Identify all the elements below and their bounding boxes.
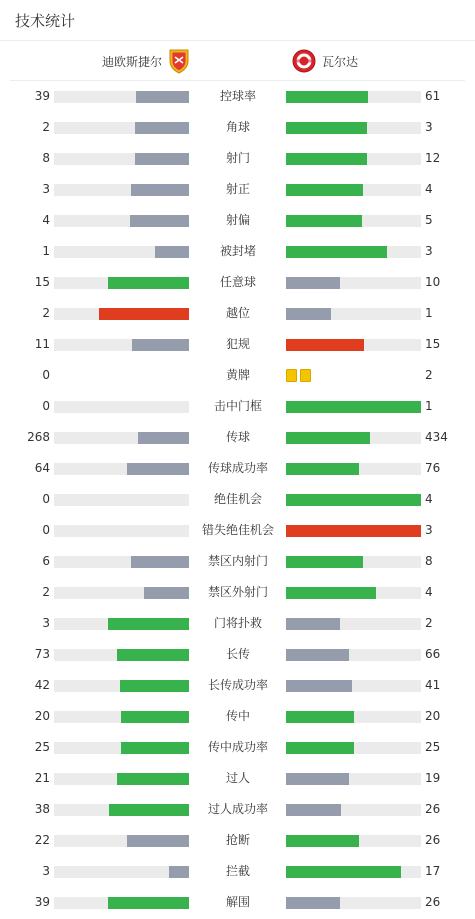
home-stat-bar-fill <box>138 432 189 444</box>
away-stat-bar <box>286 525 421 537</box>
stat-label: 传球成功率 <box>207 461 268 475</box>
away-stat-bar-fill <box>286 835 359 847</box>
home-stat-bar-fill <box>108 277 189 289</box>
home-stat-bar <box>54 401 189 413</box>
away-stat-bar-fill <box>286 649 349 661</box>
home-stat-value: 0 <box>42 492 50 506</box>
stat-label: 抢断 <box>225 833 250 847</box>
away-stat-bar <box>286 494 421 506</box>
home-stat-value: 39 <box>34 89 50 103</box>
home-stat-value: 0 <box>42 523 50 537</box>
home-stat-value: 8 <box>42 151 50 165</box>
home-stat-value: 11 <box>34 337 50 351</box>
away-stat-value: 25 <box>425 740 441 754</box>
home-stat-bar <box>54 494 189 506</box>
stat-label: 犯规 <box>225 337 250 351</box>
away-stat-bar <box>286 804 421 816</box>
home-stat-bar <box>54 804 189 816</box>
home-stat-bar <box>54 308 189 320</box>
stat-row <box>0 856 475 887</box>
home-team[interactable] <box>102 41 191 81</box>
away-stat-value: 10 <box>425 275 441 289</box>
away-stat-bar <box>286 897 421 909</box>
home-team-name: 迪欧斯捷尔 <box>102 54 163 69</box>
away-stat-bar <box>286 835 421 847</box>
yellow-card-icon <box>300 369 311 382</box>
away-stat-bar <box>286 432 421 444</box>
stat-row <box>0 794 475 825</box>
home-stat-bar <box>54 91 189 103</box>
stat-label: 任意球 <box>219 275 256 289</box>
stat-label: 角球 <box>225 120 250 134</box>
home-stat-bar <box>54 339 189 351</box>
home-stat-value: 4 <box>42 213 50 227</box>
away-stat-bar <box>286 401 421 413</box>
away-stat-bar <box>286 556 421 568</box>
away-stat-value: 4 <box>425 492 433 506</box>
home-stat-bar <box>54 773 189 785</box>
away-team-name: 瓦尔达 <box>322 54 359 69</box>
away-stat-bar <box>286 587 421 599</box>
away-stat-value: 76 <box>425 461 441 475</box>
away-stat-value: 1 <box>425 399 433 413</box>
away-stat-bar <box>286 153 421 165</box>
stat-row <box>0 422 475 453</box>
home-stat-value: 2 <box>42 120 50 134</box>
home-stat-value: 38 <box>34 802 50 816</box>
home-stat-bar <box>54 587 189 599</box>
stat-row <box>0 732 475 763</box>
away-stat-value: 26 <box>425 802 441 816</box>
home-stat-bar <box>54 649 189 661</box>
home-stat-value: 268 <box>27 430 50 444</box>
home-stat-bar-fill <box>108 618 189 630</box>
home-stat-bar-fill <box>135 122 189 134</box>
away-stat-bar-fill <box>286 122 367 134</box>
away-stat-bar <box>286 773 421 785</box>
stat-row <box>0 577 475 608</box>
away-stat-bar-fill <box>286 463 359 475</box>
stat-label: 过人成功率 <box>207 802 268 816</box>
away-stat-bar <box>286 339 421 351</box>
home-stat-bar <box>54 432 189 444</box>
home-stat-value: 2 <box>42 306 50 320</box>
stat-label: 击中门框 <box>213 399 262 413</box>
stats-list <box>0 81 475 918</box>
home-stat-value: 20 <box>34 709 50 723</box>
home-stat-bar-fill <box>131 184 189 196</box>
stat-label: 传中成功率 <box>207 740 268 754</box>
away-stat-value: 1 <box>425 306 433 320</box>
away-stat-value: 20 <box>425 709 441 723</box>
away-stat-bar-fill <box>286 184 363 196</box>
stat-label: 禁区外射门 <box>207 585 268 599</box>
away-stat-bar-fill <box>286 91 368 103</box>
stat-label: 禁区内射门 <box>207 554 268 568</box>
home-stat-bar <box>54 122 189 134</box>
home-stat-value: 22 <box>34 833 50 847</box>
home-stat-bar <box>54 246 189 258</box>
home-stat-value: 39 <box>34 895 50 909</box>
stat-row <box>0 608 475 639</box>
home-stat-bar-fill <box>121 711 189 723</box>
stat-row <box>0 887 475 918</box>
stat-label: 长传成功率 <box>207 678 268 692</box>
away-stat-value: 19 <box>425 771 441 785</box>
away-stat-bar-fill <box>286 432 370 444</box>
home-stat-bar <box>54 215 189 227</box>
away-stat-value: 15 <box>425 337 441 351</box>
home-stat-value: 0 <box>42 368 50 382</box>
stat-label: 解围 <box>225 895 250 909</box>
away-stat-bar-fill <box>286 494 421 506</box>
home-stat-bar <box>54 835 189 847</box>
home-stat-value: 2 <box>42 585 50 599</box>
home-stat-bar-fill <box>117 649 189 661</box>
stat-label: 绝佳机会 <box>213 492 262 506</box>
home-stat-bar <box>54 277 189 289</box>
stat-row <box>0 360 475 391</box>
stat-label: 被封堵 <box>219 244 256 258</box>
stat-row <box>0 81 475 112</box>
home-stat-bar-fill <box>127 835 189 847</box>
away-stat-bar <box>286 277 421 289</box>
away-stat-value: 3 <box>425 523 433 537</box>
home-stat-value: 6 <box>42 554 50 568</box>
stat-label: 过人 <box>225 771 250 785</box>
away-team[interactable] <box>292 41 358 81</box>
home-stat-bar <box>54 153 189 165</box>
stat-label: 拦截 <box>225 864 250 878</box>
away-stat-bar-fill <box>286 680 352 692</box>
away-stat-value: 66 <box>425 647 441 661</box>
home-stat-bar-fill <box>121 742 189 754</box>
away-stat-bar <box>286 866 421 878</box>
home-stat-value: 0 <box>42 399 50 413</box>
home-stat-bar <box>54 618 189 630</box>
away-stat-bar <box>286 215 421 227</box>
stat-row <box>0 391 475 422</box>
home-stat-bar-fill <box>120 680 189 692</box>
away-stat-value: 26 <box>425 833 441 847</box>
away-stat-bar <box>286 618 421 630</box>
home-stat-bar-fill <box>131 556 189 568</box>
home-stat-bar <box>54 370 189 382</box>
home-stat-bar-fill <box>144 587 189 599</box>
stat-row <box>0 484 475 515</box>
away-stat-value: 4 <box>425 585 433 599</box>
home-stat-bar-fill <box>136 91 189 103</box>
home-stat-value: 25 <box>34 740 50 754</box>
home-stat-value: 15 <box>34 275 50 289</box>
away-stat-bar-fill <box>286 339 364 351</box>
away-stat-bar <box>286 184 421 196</box>
teams-header <box>10 41 465 81</box>
home-stat-value: 42 <box>34 678 50 692</box>
home-stat-value: 3 <box>42 182 50 196</box>
home-stat-bar-fill <box>169 866 189 878</box>
home-stat-bar <box>54 680 189 692</box>
home-stat-value: 21 <box>34 771 50 785</box>
home-stat-bar <box>54 463 189 475</box>
away-stat-value: 434 <box>425 430 448 444</box>
stat-label: 越位 <box>225 306 250 320</box>
away-stat-bar <box>286 742 421 754</box>
away-stat-bar <box>286 711 421 723</box>
away-stat-value: 3 <box>425 120 433 134</box>
away-stat-bar-fill <box>286 804 341 816</box>
stat-row <box>0 763 475 794</box>
away-stat-bar <box>286 91 421 103</box>
home-stat-value: 73 <box>34 647 50 661</box>
away-stat-value: 12 <box>425 151 441 165</box>
away-stat-value: 2 <box>425 368 433 382</box>
home-stat-bar-fill <box>132 339 189 351</box>
home-team-crest-icon <box>167 48 191 74</box>
away-stat-value: 3 <box>425 244 433 258</box>
away-stat-bar-fill <box>286 308 331 320</box>
away-stat-bar-fill <box>286 525 421 537</box>
away-stat-value: 2 <box>425 616 433 630</box>
stat-label: 长传 <box>225 647 250 661</box>
home-stat-bar <box>54 525 189 537</box>
home-stat-bar <box>54 556 189 568</box>
home-stat-bar <box>54 866 189 878</box>
home-stat-bar-fill <box>108 897 189 909</box>
home-stat-bar-fill <box>99 308 189 320</box>
away-stat-bar-fill <box>286 246 387 258</box>
away-stat-bar <box>286 246 421 258</box>
stat-row <box>0 143 475 174</box>
away-stat-value: 8 <box>425 554 433 568</box>
stat-label: 传球 <box>225 430 250 444</box>
away-stat-bar <box>286 122 421 134</box>
away-stat-bar-fill <box>286 711 354 723</box>
stat-row <box>0 298 475 329</box>
away-stat-bar-fill <box>286 773 349 785</box>
stat-label: 射正 <box>225 182 250 196</box>
stat-row <box>0 701 475 732</box>
stat-label: 射偏 <box>225 213 250 227</box>
away-stat-value: 26 <box>425 895 441 909</box>
home-stat-bar-fill <box>155 246 189 258</box>
home-stat-bar <box>54 711 189 723</box>
home-stat-value: 1 <box>42 244 50 258</box>
home-stat-bar <box>54 897 189 909</box>
home-stat-value: 3 <box>42 616 50 630</box>
away-stat-value: 5 <box>425 213 433 227</box>
away-stat-bar <box>286 308 421 320</box>
stat-row <box>0 236 475 267</box>
stat-row <box>0 453 475 484</box>
away-stat-bar-fill <box>286 153 367 165</box>
stat-label: 射门 <box>225 151 250 165</box>
away-stat-bar-fill <box>286 897 340 909</box>
stat-row <box>0 639 475 670</box>
away-stat-bar-fill <box>286 277 340 289</box>
stat-row <box>0 546 475 577</box>
away-stat-bar <box>286 463 421 475</box>
away-team-crest-icon <box>292 48 316 74</box>
home-stat-bar <box>54 184 189 196</box>
away-stat-value: 4 <box>425 182 433 196</box>
away-stat-value: 41 <box>425 678 441 692</box>
home-stat-value: 3 <box>42 864 50 878</box>
home-stat-bar-fill <box>130 215 189 227</box>
home-stat-bar-fill <box>109 804 189 816</box>
home-stat-value: 64 <box>34 461 50 475</box>
stat-label: 传中 <box>225 709 250 723</box>
away-stat-bar-fill <box>286 587 376 599</box>
home-stat-bar-fill <box>127 463 189 475</box>
section-header <box>0 0 475 41</box>
away-stat-value: 17 <box>425 864 441 878</box>
stat-label: 错失绝佳机会 <box>201 523 274 537</box>
away-stat-bar <box>286 649 421 661</box>
home-stat-bar-fill <box>135 153 189 165</box>
yellow-card-icon <box>286 369 297 382</box>
stat-row <box>0 205 475 236</box>
yellow-cards <box>286 369 311 382</box>
away-stat-bar <box>286 680 421 692</box>
away-stat-bar-fill <box>286 401 421 413</box>
away-stat-value: 61 <box>425 89 441 103</box>
away-stat-bar-fill <box>286 215 362 227</box>
stat-row <box>0 670 475 701</box>
stat-row <box>0 825 475 856</box>
stat-label: 黄牌 <box>225 368 250 382</box>
page-title: 技术统计 <box>15 11 76 30</box>
stat-row <box>0 267 475 298</box>
home-stat-bar <box>54 742 189 754</box>
away-stat-bar-fill <box>286 866 401 878</box>
stat-row <box>0 515 475 546</box>
away-stat-bar-fill <box>286 742 354 754</box>
stat-label: 控球率 <box>219 89 256 103</box>
stat-label: 门将扑救 <box>213 616 262 630</box>
stat-row <box>0 174 475 205</box>
away-stat-bar-fill <box>286 556 363 568</box>
home-stat-bar-fill <box>117 773 189 785</box>
away-stat-bar-fill <box>286 618 340 630</box>
stat-row <box>0 112 475 143</box>
stat-row <box>0 329 475 360</box>
